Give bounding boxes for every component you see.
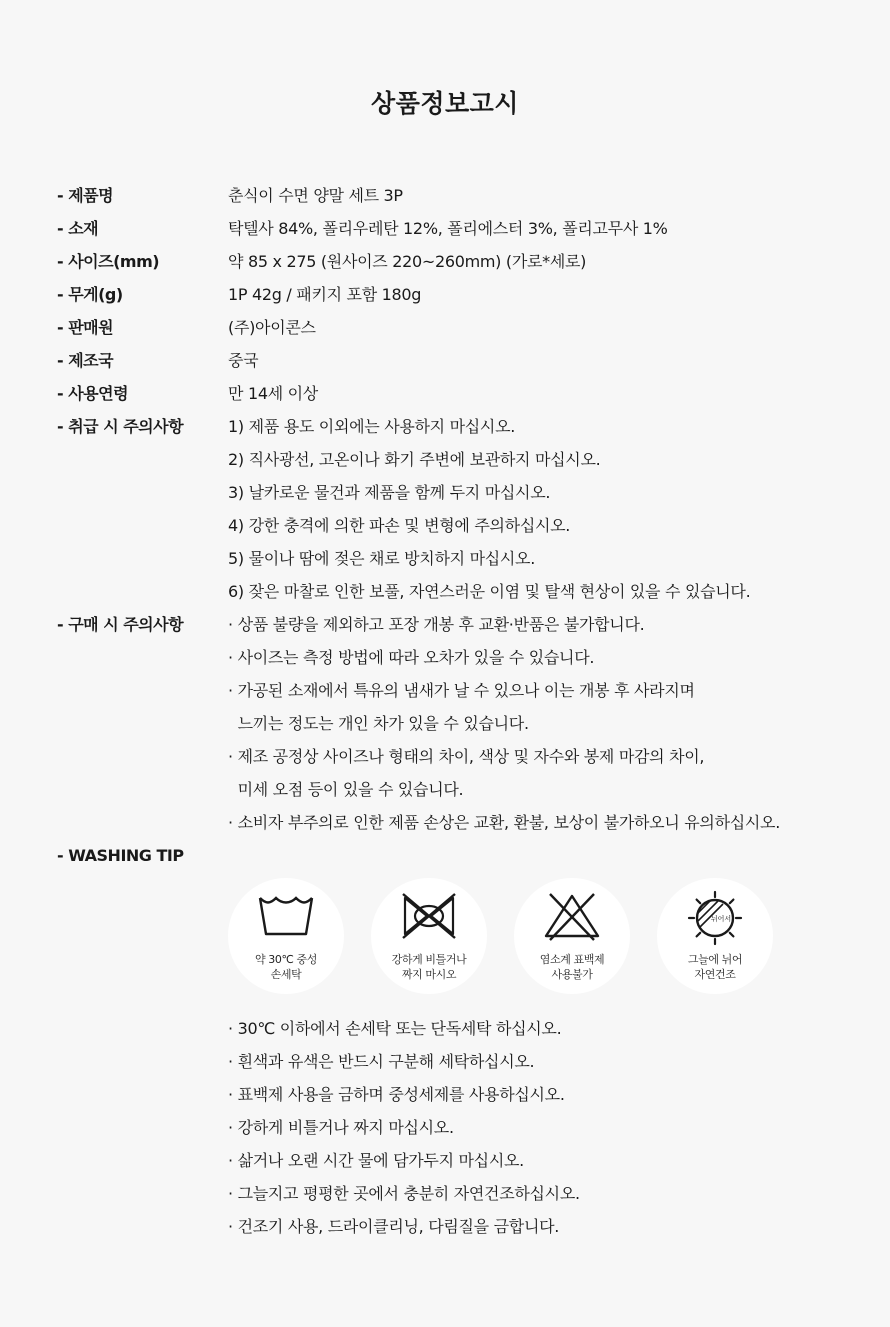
spec-label: - 무게(g)	[57, 285, 123, 304]
washing-tip-item: · 표백제 사용을 금하며 중성세제를 사용하십시오.	[228, 1085, 565, 1104]
spec-label: - 판매원	[57, 318, 114, 337]
spec-row-age	[0, 383, 890, 416]
spec-row-purchase-cont	[0, 812, 890, 845]
spec-row-handling-cont	[0, 548, 890, 581]
spec-label: - 취급 시 주의사항	[57, 417, 184, 436]
spec-value: · 제조 공정상 사이즈나 형태의 차이, 색상 및 자수와 봉제 마감의 차이,	[228, 747, 705, 766]
washing-icons	[228, 878, 788, 996]
washing-icon-caption: 약 30℃ 중성 손세탁	[254, 953, 318, 981]
spec-row-handling-cont	[0, 482, 890, 515]
spec-row-size	[0, 251, 890, 284]
shade-dry-icon-text: 뉘어서	[710, 915, 732, 923]
washing-tip-item: · 강하게 비틀거나 짜지 마십시오.	[228, 1118, 454, 1137]
page-title: 상품정보고시	[371, 89, 519, 118]
washing-icon-card	[514, 878, 630, 994]
spec-row-purchase-cont	[0, 779, 890, 812]
washing-tip-item: · 그늘지고 평평한 곳에서 충분히 자연건조하십시오.	[228, 1184, 580, 1203]
spec-label: - 구매 시 주의사항	[57, 615, 184, 634]
washing-icon-caption: 강하게 비틀거나 짜지 마시오	[391, 953, 467, 981]
spec-value: 1) 제품 용도 이외에는 사용하지 마십시오.	[228, 417, 516, 436]
spec-value: 3) 날카로운 물건과 제품을 함께 두지 마십시오.	[228, 483, 551, 502]
washing-icon-card	[228, 878, 344, 994]
spec-value: · 사이즈는 측정 방법에 따라 오차가 있을 수 있습니다.	[228, 648, 595, 667]
spec-value: · 소비자 부주의로 인한 제품 손상은 교환, 환불, 보상이 불가하오니 유의하십시오.	[228, 813, 780, 832]
spec-row-origin	[0, 350, 890, 383]
spec-row-purchase-cont	[0, 680, 890, 713]
spec-label: - WASHING TIP	[57, 846, 184, 865]
spec-row-material	[0, 218, 890, 251]
spec-row-purchase-cont	[0, 647, 890, 680]
spec-value: 4) 강한 충격에 의한 파손 및 변형에 주의하십시오.	[228, 516, 571, 535]
no-wring-icon	[399, 890, 459, 942]
washing-tip-item: · 흰색과 유색은 반드시 구분해 세탁하십시오.	[228, 1052, 535, 1071]
spec-row-washing-tip	[0, 845, 890, 878]
washing-icon-card	[657, 878, 773, 994]
spec-value: 2) 직사광선, 고온이나 화기 주변에 보관하지 마십시오.	[228, 450, 601, 469]
spec-row-seller	[0, 317, 890, 350]
spec-row-purchase	[0, 614, 890, 647]
spec-label: - 사이즈(mm)	[57, 252, 160, 271]
washing-tip-item: · 삶거나 오랜 시간 물에 담가두지 마십시오.	[228, 1151, 524, 1170]
spec-row-purchase-cont	[0, 746, 890, 779]
spec-row-purchase-cont	[0, 713, 890, 746]
spec-value: · 가공된 소재에서 특유의 냄새가 날 수 있으나 이는 개봉 후 사라지며	[228, 681, 695, 700]
spec-value: 느끼는 정도는 개인 차가 있을 수 있습니다.	[228, 714, 529, 733]
spec-row-handling-cont	[0, 515, 890, 548]
shade-dry-icon	[685, 890, 745, 946]
spec-value: 만 14세 이상	[228, 384, 318, 403]
spec-row-weight	[0, 284, 890, 317]
hand-wash-icon	[256, 890, 316, 942]
spec-label: - 소재	[57, 219, 99, 238]
washing-tip-item: · 건조기 사용, 드라이클리닝, 다림질을 금합니다.	[228, 1217, 560, 1236]
spec-value: 약 85 x 275 (원사이즈 220~260mm) (가로*세로)	[228, 252, 587, 271]
spec-value: (주)아이콘스	[228, 318, 316, 337]
spec-row-handling-cont	[0, 449, 890, 482]
spec-label: - 사용연령	[57, 384, 129, 403]
spec-row-handling	[0, 416, 890, 449]
spec-value: 6) 잦은 마찰로 인한 보풀, 자연스러운 이염 및 탈색 현상이 있을 수 있습니다.	[228, 582, 751, 601]
spec-value: · 상품 불량을 제외하고 포장 개봉 후 교환·반품은 불가합니다.	[228, 615, 645, 634]
spec-value: 탁텔사 84%, 폴리우레탄 12%, 폴리에스터 3%, 폴리고무사 1%	[228, 219, 668, 238]
spec-label: - 제조국	[57, 351, 114, 370]
spec-value: 미세 오점 등이 있을 수 있습니다.	[228, 780, 464, 799]
washing-tip-item: · 30℃ 이하에서 손세탁 또는 단독세탁 하십시오.	[228, 1019, 562, 1038]
spec-row-handling-cont	[0, 581, 890, 614]
spec-value: 춘식이 수면 양말 세트 3P	[228, 186, 403, 205]
spec-value: 중국	[228, 351, 259, 370]
spec-row-product-name	[0, 185, 890, 218]
washing-icon-card	[371, 878, 487, 994]
washing-icon-caption: 그늘에 뉘어 자연건조	[687, 953, 743, 981]
no-bleach-icon	[542, 890, 602, 942]
spec-value: 5) 물이나 땀에 젖은 채로 방치하지 마십시오.	[228, 549, 535, 568]
spec-value: 1P 42g / 패키지 포함 180g	[228, 285, 422, 304]
spec-label: - 제품명	[57, 186, 114, 205]
washing-icon-caption: 염소계 표백제 사용불가	[539, 953, 605, 981]
